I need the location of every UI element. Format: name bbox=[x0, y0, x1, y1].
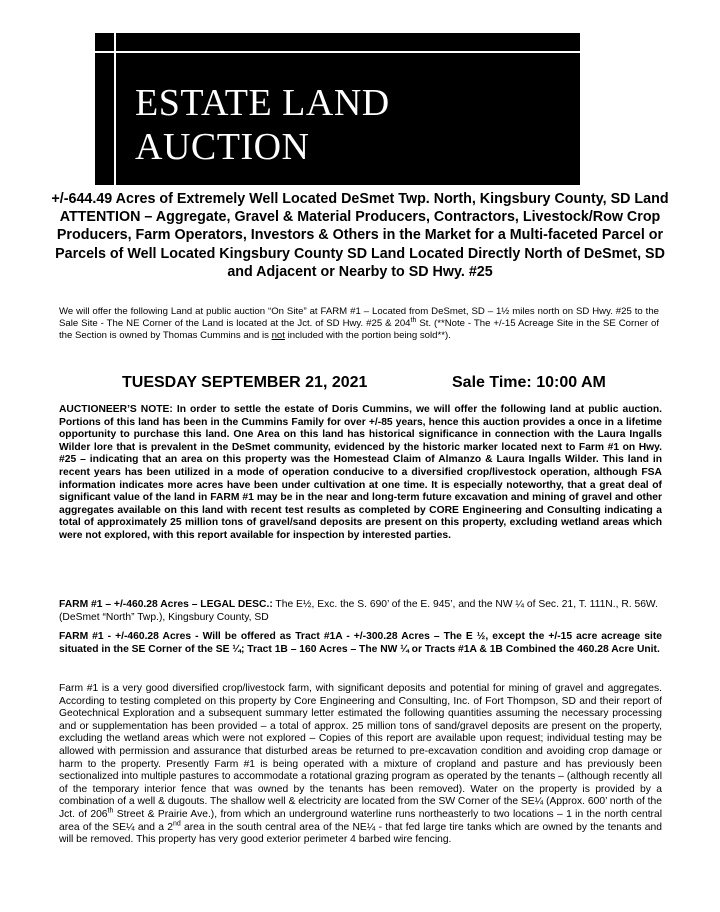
body-superscript-2: nd bbox=[172, 820, 181, 828]
tract-description: FARM #1 - +/-460.28 Acres - Will be offered as Tract #1A - +/-300.28 Acres – The E ½, except the +/-15 acre acreage site situated in the SE Corner of the SE ¼; Tract 1B – 160 Acres – The NW ¼ or Tracts #1A & 1B Combined the 460.28 Acre Unit. bbox=[59, 631, 662, 655]
legal-label: FARM #1 – +/-460.28 Acres – LEGAL DESC.: bbox=[59, 599, 273, 610]
intro-text-1: We will offer the following Land at public auction “On Site” at FARM #1 – Located from DeSmet, SD – 1½ miles north on SD Hwy. #25 to the Sale Site - The NE Corner of the Land is located at the Jct. of SD Hwy. #25 & 204 bbox=[59, 306, 659, 330]
body-text-3: area in the south central area of the NE¼ - that fed large tire tanks which are owned by the tenants and will be removed. This property has very good exterior perimeter 4 barbed wire fencing. bbox=[59, 821, 662, 846]
body-text-2: Street & Prairie Ave.), from which an underground waterline runs northeasterly to two locations – 1 in the north central area of the SE¼ and a 2 bbox=[59, 808, 662, 833]
title-banner bbox=[95, 33, 580, 185]
intro-text-3: included with the portion being sold**). bbox=[284, 330, 451, 342]
body-superscript-1: th bbox=[107, 807, 114, 815]
banner-vertical-rule bbox=[114, 33, 116, 185]
body-text-1: Farm #1 is a very good diversified crop/livestock farm, with significant deposits and potential for mining of gravel and aggregates. According to testing completed on this property by Core Engineering and Consulting, Inc. of Fort Thompson, SD and their report of Geotechnical Exploration and a subsequent summary letter estimated the following quantities assuming the necessary processing and or supplementation has been provided – a total of approx. 25 million tons of sand/gravel deposits are present on the property, excluding the wetland areas which were not explored – Copies of this report are available upon request; individual testing may be allowed with permission and assurance that disturbed areas be returned to pre-excavation condition and avoiding crop damage or harm to the property. Presently Farm #1 is being operated with a mixture of cropland and pasture and has previously been sectionalized into multiple pastures to accommodate a rotational grazing program as operated by the tenants – (although recently all of the temporary interior fence that was owned by the tenants has been removed). Water on the property is provided by a combination of a well & dugouts. The shallow well & electricity are located from the SW Corner of the SE¼ (Approx. 600’ north of the Jct. of 206 bbox=[59, 683, 662, 820]
sale-date: TUESDAY SEPTEMBER 21, 2021 bbox=[122, 374, 368, 391]
subtitle: +/-644.49 Acres of Extremely Well Located DeSmet Twp. North, Kingsbury County, SD Land ATTENTION – Aggregate, Gravel & Material Producers, Contractors, Livestock/Row Crop Producers, Farm Operators, Investors & Others in the Market for a Multi-faceted Parcel or Parcels of Well Located Kingsbury County SD Land Located Directly North of DeSmet, SD and Adjacent or Nearby to SD Hwy. #25 bbox=[51, 191, 669, 280]
page-title: ESTATE LAND AUCTION bbox=[135, 82, 390, 168]
intro-underlined: not bbox=[271, 330, 285, 342]
farm-description bbox=[59, 683, 662, 847]
intro-text-2: St. (**Note - The +/-15 Acreage Site in the SE Corner of the Section is owned by Thomas Cummins and is bbox=[59, 318, 659, 342]
legal-text: The E½, Exc. the S. 690’ of the E. 945’, and the NW ¼ of Sec. 21, T. 111N., R. 56W. (DeSmet “North” Twp.), Kingsbury County, SD bbox=[59, 599, 658, 623]
intro-paragraph bbox=[59, 306, 659, 343]
banner-horizontal-rule bbox=[95, 51, 580, 53]
auctioneer-note: AUCTIONEER’S NOTE: In order to settle the estate of Doris Cummins, we will offer the following land at public auction. Portions of this land has been in the Cummins Family for over +/-85 years, hence this auction provides a once in a lifetime opportunity to purchase this land. One Area on this land has historical significance in connection with the Laura Ingalls Wilder lore that is prevalent in the DeSmet community, evidenced by the historic marker located next to Farm #1 on Hwy. #25 – indicating that an area on this property was the Homestead Claim of Almanzo & Laura Ingalls Wilder. This land in recent years has been utilized in a mode of operation conducive to a diversified crop/livestock operation, although FSA information indicates more acres have been under cultivation at one time. It is especially noteworthy, that a great deal of significant value of the land in FARM #1 may be in the near and long-term future excavation and mining of gravel and other aggregates available on this land with recent test results as completed by CORE Engineering and Consulting indicating a total of approximately 25 million tons of gravel/sand deposits are present on this property, excluding wetland areas which were not explored, with this report available for inspection by interested parties. bbox=[59, 404, 662, 541]
sale-time: Sale Time: 10:00 AM bbox=[452, 374, 606, 391]
legal-description bbox=[59, 599, 662, 624]
intro-superscript: th bbox=[410, 317, 417, 325]
